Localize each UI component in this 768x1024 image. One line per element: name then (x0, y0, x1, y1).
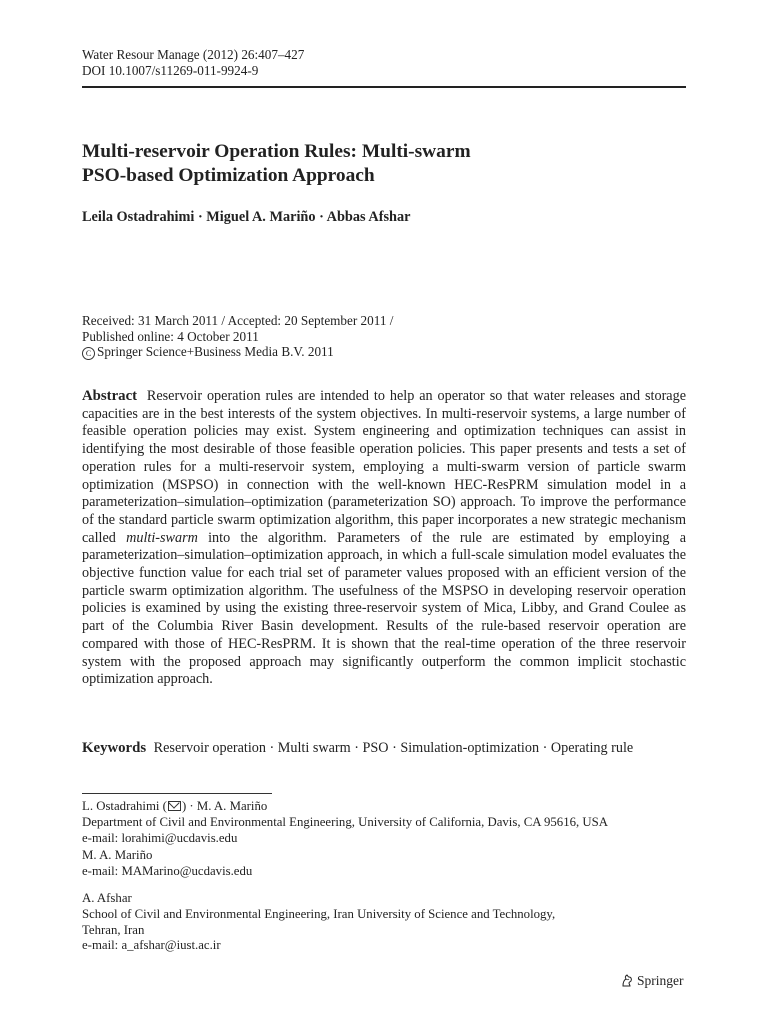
abstract-label: Abstract (82, 388, 138, 404)
published-online: Published online: 4 October 2011 (82, 328, 259, 344)
footnote-affiliation-1 (82, 799, 608, 846)
abstract (82, 388, 686, 689)
received-accepted: Received: 31 March 2011 / Accepted: 20 September 2011 / (82, 313, 394, 328)
copyright-line (82, 344, 393, 360)
title-line-1: Multi-reservoir Operation Rules: Multi-swarm (82, 141, 471, 162)
footnote-name: A. Afshar (82, 891, 132, 905)
email-link[interactable]: e-mail: lorahimi@ucdavis.edu (82, 830, 238, 845)
affiliation-text: Department of Civil and Environmental Engineering, University of California, Davis, CA 95616, USA (82, 814, 609, 829)
publisher-logo (620, 973, 684, 989)
abstract-italic-term: multi-swarm (126, 529, 198, 546)
doi: DOI 10.1007/s11269-011-9924-9 (82, 63, 259, 78)
abstract-text-2: into the algorithm. Parameters of the rule are estimated by employing a parameterization–simulation–optimization approach, in which a full-scale simulation model evaluates the objective function value for each trial set of parameter values proposed with an efficient version of the particle swarm optimization algorithm. The usefulness of the MSPSO in developing reservoir operation policies is examined by using the existing three-reservoir system of Mica, Libby, and Grand Coulee as part of the Columbia River Basin development. Results of the rule-based reservoir operation are compared with those of HEC-ResPRM. It is shown that the real-time operation of the three reservoir system with the proposed approach may significantly outperform the common implicit stochastic optimization approach. (82, 529, 686, 688)
springer-horse-icon (620, 974, 634, 988)
author-list: Leila Ostadrahimi · Miguel A. Mariño · Abbas Afshar (82, 209, 411, 225)
footnote-affiliation-3 (82, 891, 555, 954)
affiliation-text: School of Civil and Environmental Engineering, Iran University of Science and Technology, (82, 906, 556, 921)
email-link[interactable]: e-mail: MAMarino@ucdavis.edu (82, 863, 253, 878)
footnote-rule (82, 793, 272, 794)
email-link[interactable]: e-mail: a_afshar@iust.ac.ir (82, 938, 221, 953)
copyright-text: Springer Science+Business Media B.V. 2011 (97, 344, 334, 359)
publisher-name: Springer (637, 973, 684, 988)
keywords (82, 740, 702, 757)
footnote-affiliation-2 (82, 848, 252, 880)
abstract-text-1: Reservoir operation rules are intended to help an operator so that water releases and storage capacities are in the best interests of the system objectives. In multi-reservoir systems, a large number of feasible operation policies may exist. System engineering and optimization techniques can assist in identifying the most desirable of those feasible operation policies. This paper presents and tests a set of operation rules for a multi-reservoir system, employing a multi-swarm version of particle swarm optimization (MSPSO) in connection with the well-known HEC-ResPRM simulation model in a parameterization–simulation–optimization (parameterization SO) approach. To improve the performance of the standard particle swarm optimization algorithm, this paper incorporates a new strategic mechanism called (82, 388, 686, 546)
paper-title (82, 140, 686, 188)
envelope-icon (168, 801, 181, 811)
keywords-list: Reservoir operation · Multi swarm · PSO · Simulation-optimization · Operating rule (153, 740, 634, 756)
footnote-name: M. A. Mariño (82, 848, 153, 862)
affiliation-location: Tehran, Iran (82, 922, 145, 937)
footnote-names: L. Ostadrahimi ( ) · M. A. Mariño (82, 799, 268, 813)
title-line-2: PSO-based Optimization Approach (82, 165, 375, 186)
header-rule (82, 86, 686, 88)
publication-dates (82, 313, 393, 360)
keywords-label: Keywords (82, 740, 147, 756)
journal-citation: Water Resour Manage (2012) 26:407–427 (82, 47, 305, 62)
copyright-icon: C (82, 347, 95, 360)
journal-header (82, 47, 304, 79)
